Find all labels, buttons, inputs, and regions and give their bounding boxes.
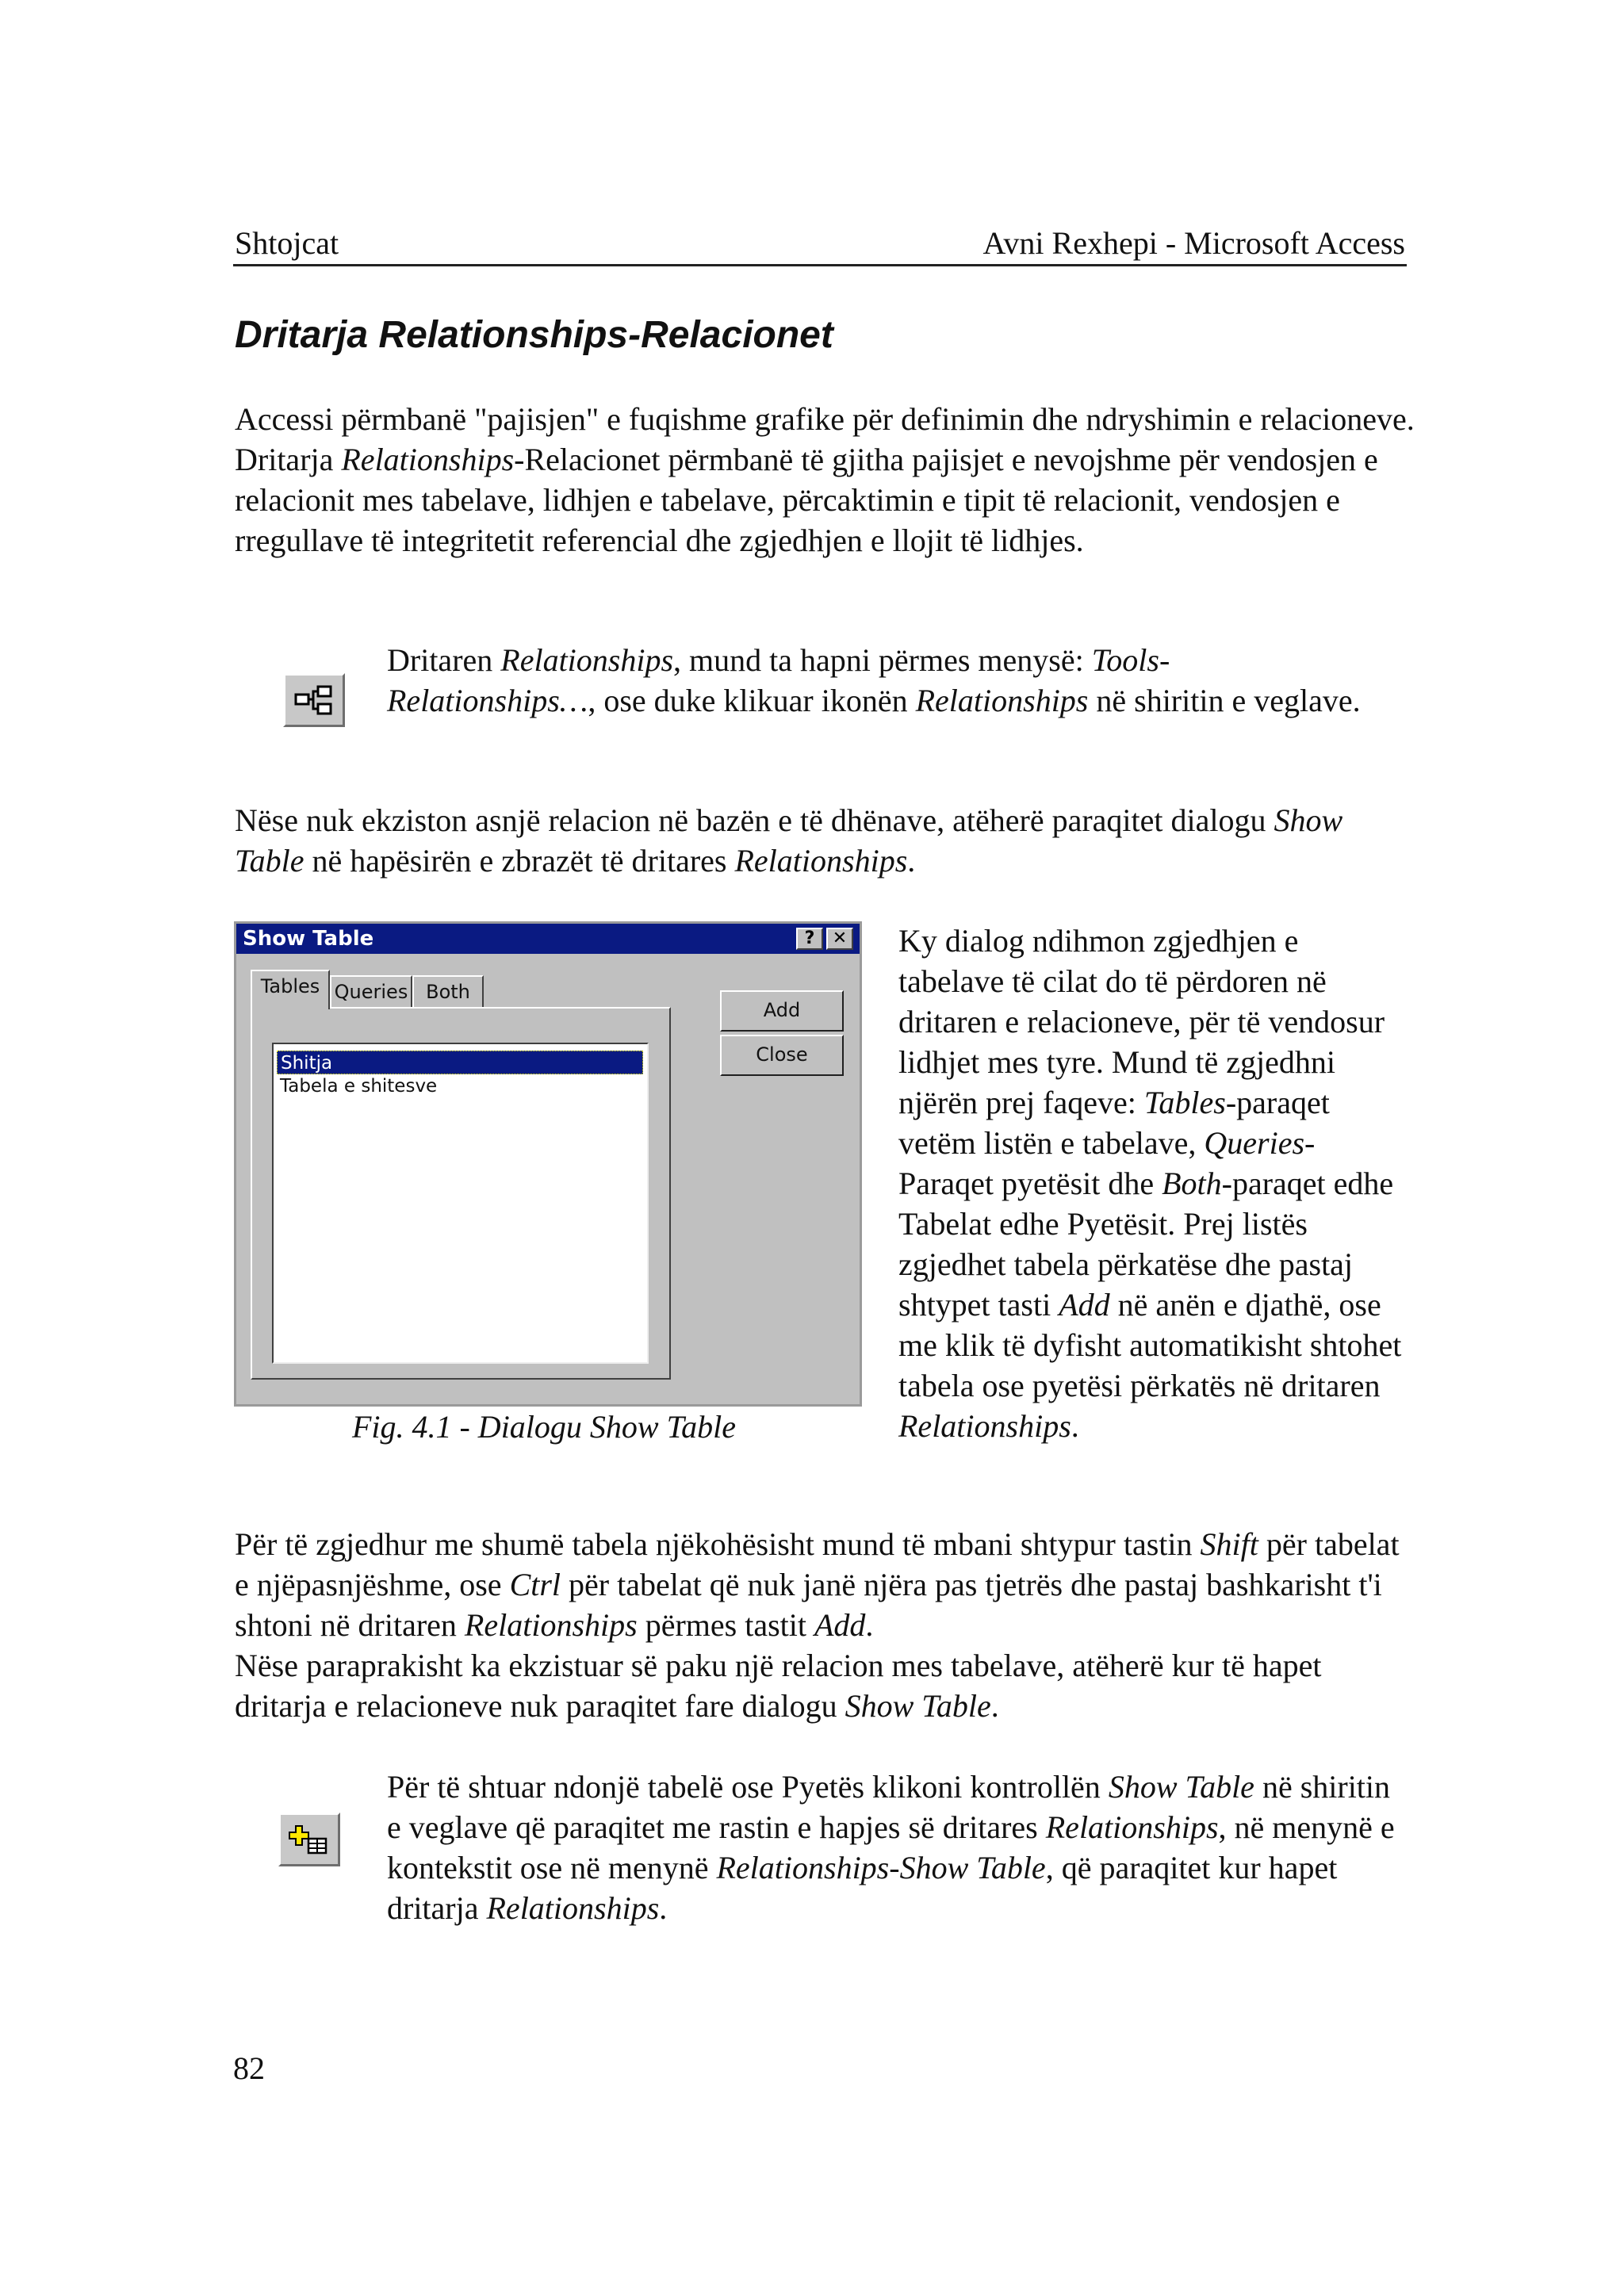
tab-both[interactable]: Both [412,975,484,1007]
show-table-icon [288,1823,331,1858]
close-window-button[interactable] [826,928,853,950]
relationships-toolbar-button[interactable] [283,673,345,727]
list-item[interactable]: Shitja [277,1051,643,1074]
tab-queries[interactable]: Queries [330,975,412,1007]
header-divider [233,264,1407,266]
dialog-description-paragraph: Ky dialog ndihmon zgjedhjen e tabelave të cilat do të përdoren në dritaren e relacioneve, për të vendosur lidhjet mes tyre. Mund të zgjedhni njërën prej faqeve: Tables-paraqet vetëm listën e tabelave, Queries-Paraqet pyetësit dhe Both-paraqet edhe Tabelat edhe Pyetësit. Prej listës zgjedhet tabela përkatëse dhe pastaj shtypet tasti Add në anën e djathë, ose me klik të dyfisht automatikisht shtohet tabela ose pyetësi përkatës në dritaren Relationships. [898,923,1402,1444]
page-number: 82 [233,2050,265,2086]
dialog-title-bar [236,924,860,954]
tab-tables[interactable]: Tables [251,970,330,1009]
section-title: Dritarja Relationships-Relacionet [235,314,833,356]
add-button[interactable]: Add [720,990,844,1032]
help-icon: ? [804,928,815,948]
show-table-intro-paragraph: Nëse nuk ekziston asnjë relacion në bazën e të dhënave, atëherë paraqitet dialogu Show Table në hapësirën e zbrazët të dritares Relationships. [235,802,1343,879]
close-icon: ✕ [832,928,848,948]
close-button[interactable]: Close [720,1035,844,1076]
intro-paragraph: Accessi përmbanë "pajisjen" e fuqishme grafike për definimin dhe ndryshimin e relacioneve. Dritarja Relationships-Relacionet përmbanë të gjitha pajisjet e nevojshme për vendosjen e relacionit mes tabelave, lidhjen e tabelave, përcaktimin e tipit të relacionit, vendosjen e rregullave të integritetit referencial dhe zgjedhjen e llojit të lidhjes. [235,401,1415,558]
show-table-dialog [234,921,862,1407]
multi-select-paragraph: Për të zgjedhur me shumë tabela njëkohësisht mund të mbani shtypur tastin Shift për tabelat e njëpasnjëshme, ose Ctrl për tabelat që nuk janë njëra pas tjetrës dhe pastaj bashkarisht t'i shtoni në dritaren Relationships përmes tastit Add. Nëse paraprakisht ka ekzistuar së paku një relacion mes tabelave, atëherë kur të hapet dritarja e relacioneve nuk paraqitet fare dialogu Show Table. [235,1526,1400,1724]
help-button[interactable] [796,928,823,950]
dialog-title: Show Table [243,927,374,951]
relationships-icon [293,683,335,718]
figure-caption: Fig. 4.1 - Dialogu Show Table [351,1409,737,1445]
running-header-left: Shtojcat [235,225,339,261]
add-table-paragraph: Për të shtuar ndonjë tabelë ose Pyetës klikoni kontrollën Show Table në shiritin e veglave që paraqitet me rastin e hapjes së dritares Relationships, në menynë e kontekstit ose në menynë Relationships-Show Table, që paraqitet kur hapet dritarja Relationships. [387,1769,1395,1926]
show-table-toolbar-button[interactable] [278,1813,340,1866]
relationships-menu-paragraph: Dritaren Relationships, mund ta hapni përmes menysë: Tools-Relationships…, ose duke klikuar ikonën Relationships në shiritin e veglave. [387,642,1361,718]
list-item[interactable]: Tabela e shitesve [280,1076,438,1097]
table-listbox[interactable] [272,1043,649,1364]
running-header-right: Avni Rexhepi - Microsoft Access [982,225,1405,261]
